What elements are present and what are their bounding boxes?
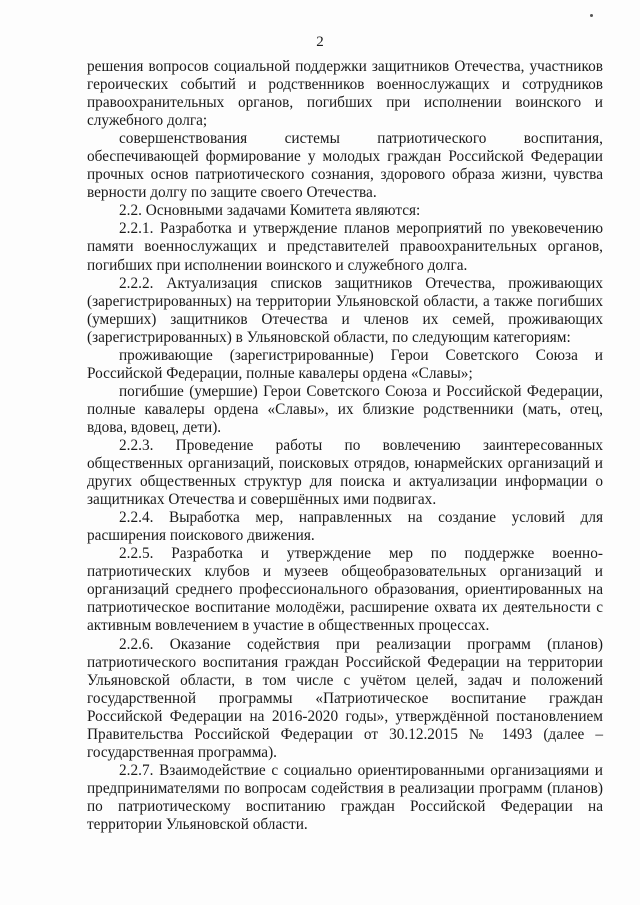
paragraph-2-2-7: 2.2.7. Взаимодействие с социально ориентированными организациями и предпринимателями по вопросам содействия в реализации программ (планов) по патриотическому воспитанию граждан Российской Федерации на территории Ульяновской области. xyxy=(87,761,603,833)
paragraph-2-2-heading: 2.2. Основными задачами Комитета являются: xyxy=(119,202,421,220)
paragraph-category-living-heroes: проживающие (зарегистрированные) Герои Советского Союза и Российской Федерации, полные кавалеры ордена «Славы»; xyxy=(87,346,603,382)
paragraph-category-fallen-heroes: погибшие (умершие) Герои Советского Союза и Российской Федерации, полные кавалеры ордена «Славы», их близкие родственники (мать, отец, вдова, вдовец, дети). xyxy=(87,382,603,436)
paragraph-2-2-2: 2.2.2. Актуализация списков защитников Отечества, проживающих (зарегистрированных) на территории Ульяновской области, а также погибших (умерших) защитников Отечества и членов их семей, проживающих (зарегистрированных) в Ульяновской области, по следующим категориям: xyxy=(87,274,603,346)
paragraph-social-support: решения вопросов социальной поддержки защитников Отечества, участников героических событий и родственников военнослужащих и сотрудников правоохранительных органов, погибших при исполнении воинского и служебного долга; xyxy=(87,58,603,130)
paragraph-2-2-3: 2.2.3. Проведение работы по вовлечению заинтересованных общественных организаций, поисковых отрядов, юнармейских организаций и других общественных структур для поиска и актуализации информации о защитниках Отечества и совершённых ими подвигах. xyxy=(87,436,603,509)
scan-speck xyxy=(590,14,593,17)
paragraph-patriotic-system: совершенствования системы патриотического воспитания, обеспечивающей формирование у молодых граждан Российской Федерации прочных основ патриотического сознания, здорового образа жизни, чувства верности долгу по защите своего Отечества. xyxy=(87,130,603,202)
paragraph-2-2-5: 2.2.5. Разработка и утверждение мер по поддержке военно-патриотических клубов и музеев общеобразовательных организаций и организаций среднего профессионального образования, ориентированных на патриотическое воспитание молодёжи, расширение охвата их деятельности с активным вовлечением в участие в общественных процессах. xyxy=(87,545,603,635)
paragraph-2-2-6: 2.2.6. Оказание содействия при реализации программ (планов) патриотического воспитания граждан Российской Федерации на территории Ульяновской области, в том числе с учётом целей, задач и положений государственной программы «Патриотическое воспитание граждан Российской Федерации на 2016-2020 годы», утверждённой постановлением Правительства Российской Федерации от 30.12.2015 № 1493 (далее – государственная программа). xyxy=(87,635,603,761)
paragraph-2-2-1: 2.2.1. Разработка и утверждение планов мероприятий по увековечению памяти военнослужащих и представителей правоохранительных органов, погибших при исполнении воинского и служебного долга. xyxy=(87,220,603,274)
page-number: 2 xyxy=(316,34,324,50)
document-body xyxy=(87,58,603,834)
paragraph-2-2-4: 2.2.4. Выработка мер, направленных на создание условий для расширения поискового движения. xyxy=(87,509,603,545)
